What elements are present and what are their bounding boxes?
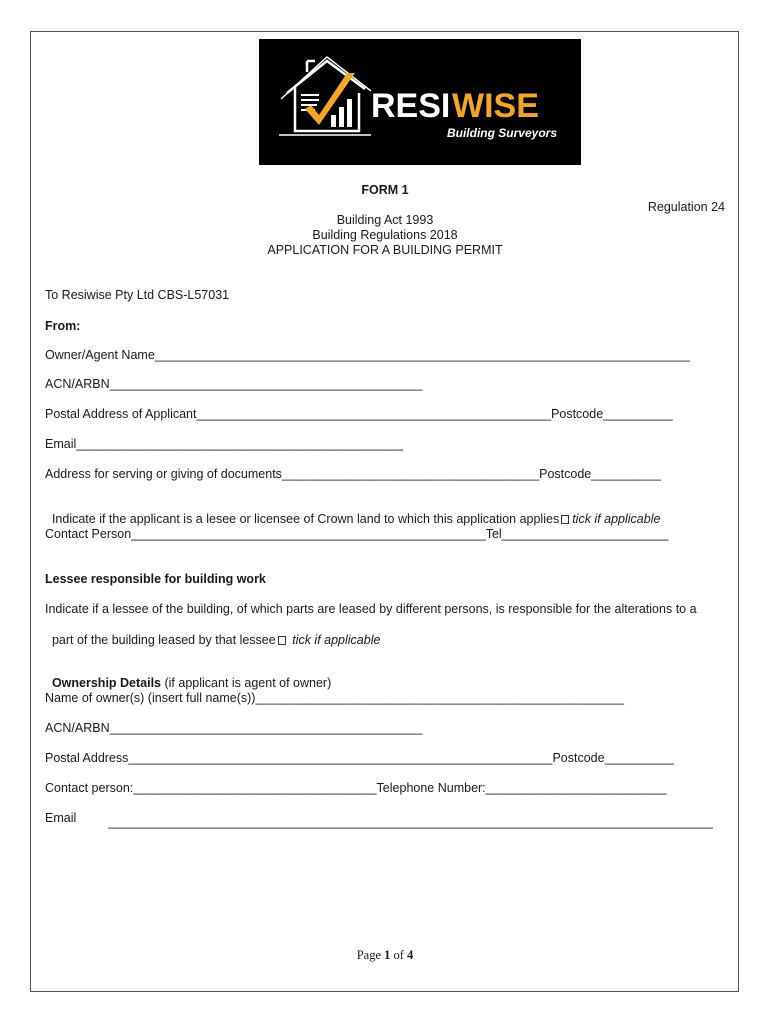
lessee-heading: Lessee responsible for building work: [45, 572, 266, 586]
crown-land-row: [45, 497, 660, 527]
page-number: 1: [384, 948, 391, 962]
addressee: To Resiwise Pty Ltd CBS-L57031: [45, 288, 230, 302]
crown-land-text: Indicate if the applicant is a lesee or licensee of Crown land to which this application applies: [51, 512, 560, 526]
crown-land-checkbox[interactable]: [561, 515, 569, 524]
house-icon: [279, 57, 371, 135]
brand-name-part2: WISE: [452, 87, 539, 125]
acn-arbn-field[interactable]: ACN/ARBN_____________________________________________: [45, 377, 423, 391]
regulations-title: Building Regulations 2018: [312, 228, 458, 242]
page-of: of: [390, 948, 408, 962]
regulation-ref: Regulation 24: [647, 200, 725, 214]
owner-names-field[interactable]: Name of owner(s) (insert full name(s))_____________________________________________________: [45, 691, 624, 705]
postal-address-field[interactable]: Postal Address of Applicant___________________________________________________Postcode__________: [45, 407, 673, 421]
resiwise-logo: [259, 39, 581, 165]
owner-email-field[interactable]: _______________________________________________________________________________________: [108, 815, 713, 829]
ownership-heading-note: (if applicant is agent of owner): [161, 676, 332, 690]
crown-land-tick-note: tick if applicable: [572, 512, 661, 526]
page-footer: [0, 948, 770, 963]
form-title: FORM 1: [361, 183, 409, 197]
ownership-heading-row: [45, 661, 331, 691]
email-field[interactable]: Email_______________________________________________: [45, 437, 403, 451]
page-prefix: Page: [356, 948, 385, 962]
lessee-line-2-row: [45, 618, 380, 648]
act-title: Building Act 1993: [336, 213, 434, 227]
form-heading: APPLICATION FOR A BUILDING PERMIT: [267, 243, 503, 257]
from-label: From:: [45, 319, 81, 333]
owner-agent-field[interactable]: Owner/Agent Name_____________________________________________________________________________: [45, 348, 691, 362]
brand-tagline: Building Surveyors: [446, 126, 557, 140]
contact-person-field[interactable]: Contact Person___________________________________________________Tel________________________: [45, 527, 669, 541]
owner-email-label: Email: [45, 811, 77, 825]
lessee-line-2: part of the building leased by that lessee: [51, 633, 276, 647]
page-total: 4: [407, 948, 414, 962]
lessee-line-1: Indicate if a lessee of the building, of which parts are leased by different persons, is responsible for the alterations to a: [45, 602, 697, 616]
owner-postal-address-field[interactable]: Postal Address_____________________________________________________________Postcode__________: [45, 751, 675, 765]
owner-acn-arbn-field[interactable]: ACN/ARBN_____________________________________________: [45, 721, 423, 735]
owner-contact-field[interactable]: Contact person:___________________________________Telephone Number:__________________________: [45, 781, 667, 795]
lessee-tick-note: tick if applicable: [292, 633, 381, 647]
ownership-heading: Ownership Details: [51, 676, 162, 690]
serving-address-field[interactable]: Address for serving or giving of documents_____________________________________Postcode__________: [45, 467, 661, 481]
lessee-checkbox[interactable]: [278, 636, 286, 645]
brand-name-part1: RESI: [371, 87, 451, 125]
